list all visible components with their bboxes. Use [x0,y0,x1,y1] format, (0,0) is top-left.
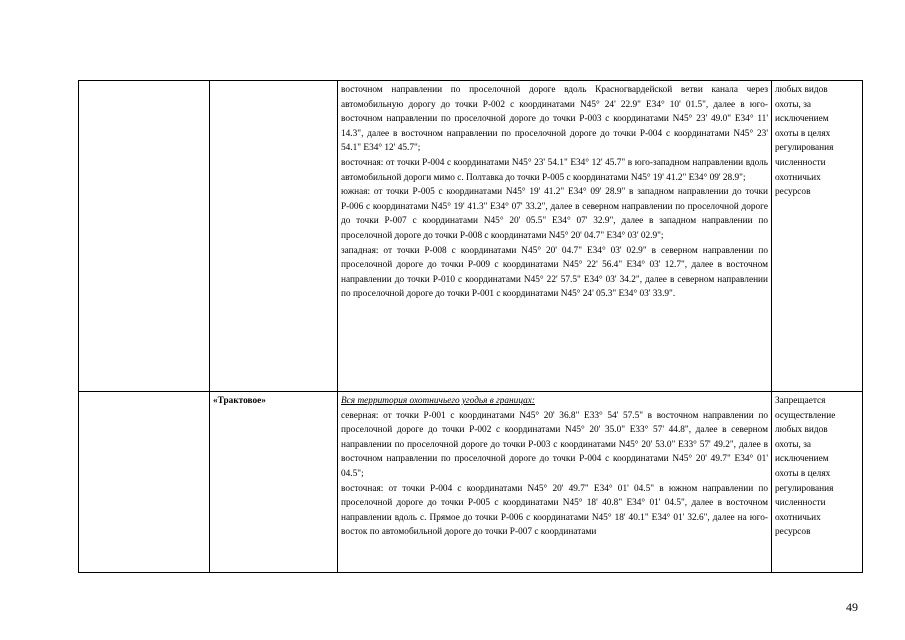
restriction-line: охотничьих [775,512,821,523]
restriction-line: Запрещается [775,396,826,406]
restriction-line: исключением [775,454,829,465]
number-cell [79,392,210,573]
boundary-paragraph: северная: от точки Р-001 с координатами N45° 20' 36.8" E33° 54' 57.5" в восточном направлении по проселочной дороге до точки Р-002 с координатами N45° 20' 35.0" E33° 57' 44.8", далее в северном направлении по проселочной дороге до точки Р-003 с координатами N45° 20' 53.0" E33° 57' 49.2", далее в восточном направлении по проселочной дороге до точки Р-004 с координатами N45° 20' 49.7" E34° 01' 04.5"; [341,410,768,479]
restriction-line: охотничьих [775,172,821,183]
restriction-line: численности [775,157,826,168]
boundary-paragraph: западная: от точки Р-008 с координатами N45° 20' 04.7" E34° 03' 02.9" в северном направлении по проселочной дороге до точки Р-009 с координатами N45° 22' 56.4" E34° 03' 12.7", далее в восточном направлении до точки Р-010 с координатами N45° 22' 57.5" E34° 03' 34.2", далее в северном направлении по проселочной дороге до точки Р-001 с координатами N45° 24' 05.3" E34° 03' 33.9". [341,245,768,300]
boundary-description-cell [338,392,772,573]
restriction-line: охоты, за [775,439,811,450]
restriction-line: охоты в целях [775,128,831,139]
boundary-description-cell [338,81,772,392]
boundary-paragraph: южная: от точки Р-005 с координатами N45° 19' 41.2" E34° 09' 28.9" в западном направлении до точки Р-006 с координатами N45° 19' 41.3" E34° 07' 33.2", далее в северном направлении по проселочной дороге до точки Р-007 с координатами N45° 20' 05.5" E34° 07' 32.9", далее в западном направлении по проселочной дороге до точки Р-008 с координатами N45° 20' 04.7" E34° 03' 02.9"; [341,187,768,241]
boundary-heading: Вся территория охотничьего угодья в границах: [341,396,535,406]
restriction-line: осуществление [775,410,836,421]
boundary-paragraph: восточная: от точки Р-004 с координатами N45° 20' 49.7" E34° 01' 04.5" в южном направлении по проселочной дороге до точки Р-005 с координатами N45° 18' 40.8" E34° 01' 04.5", далее в восточном направлении вдоль с. Прямое до точки Р-006 с координатами N45° 18' 40.1" E34° 01' 32.6", далее на юго-восток по автомобильной дороге до точки Р-007 с координатами [341,483,768,538]
restriction-line: любых видов [775,425,828,436]
ground-name-cell [210,81,338,392]
boundary-paragraph: восточная: от точки Р-004 с координатами N45° 23' 54.1" E34° 12' 45.7" в юго-западном направлении вдоль автомобильной дороги мимо с. Полтавка до точки Р-005 с координатами N45° 19' 41.2" E34° 09' 28.9"; [341,157,768,183]
table-row [79,81,863,392]
restriction-line: регулирования [775,143,834,154]
boundary-paragraph: восточном направлении по проселочной дороге вдоль Красногвардейской ветви канала через автомобильную дорогу до точки Р-002 с координатами N45° 24' 22.9" E34° 10' 01.5", далее в юго-восточном направлении по проселочной дороге до точки Р-003 с координатами N45° 23' 49.0" E34° 11' 14.3", далее в восточном направлении по проселочной дороге до точки Р-004 с координатами N45° 23' 54.1" E34° 12' 45.7"; [341,85,768,154]
page-number: 49 [846,600,858,614]
restriction-line: охоты в целях [775,468,831,479]
restriction-line: регулирования [775,483,834,494]
restriction-line: исключением [775,114,829,125]
hunting-grounds-table [78,80,863,573]
restriction-line: любых видов [775,85,828,95]
restriction-line: охоты, за [775,99,811,110]
restriction-line: численности [775,498,826,509]
restriction-line: ресурсов [775,187,811,198]
table-row [79,392,863,573]
number-cell [79,81,210,392]
restriction-line: ресурсов [775,527,811,538]
ground-name-cell: «Трактовое» [210,392,338,573]
restriction-cell [772,81,863,392]
restriction-cell [772,392,863,573]
